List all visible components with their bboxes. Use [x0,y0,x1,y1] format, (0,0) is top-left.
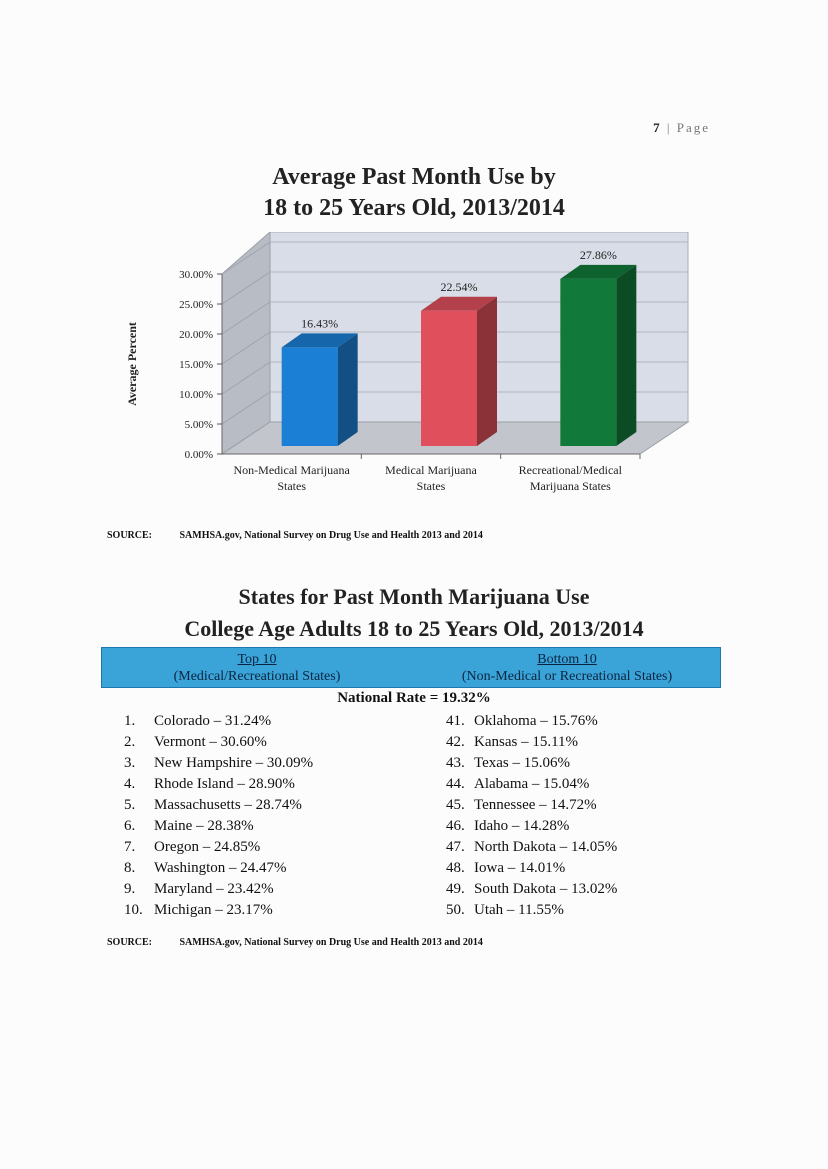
list-item-rank: 5. [124,797,136,813]
y-axis-label: Average Percent [125,322,139,406]
list-item [446,795,617,816]
national-rate: National Rate = 19.32% [337,690,491,706]
top-10-header [102,651,412,685]
chart-source [107,530,483,541]
bar [421,311,477,446]
list-item [446,837,617,858]
bar-data-label: 27.86% [579,247,617,262]
list-item-text: Rhode Island – 28.90% [154,776,295,792]
list-item [124,774,313,795]
list-item [446,753,617,774]
list-item-text: New Hampshire – 30.09% [154,755,314,771]
list-item [124,753,313,774]
list-item [124,795,313,816]
bottom-10-subheading: (Non-Medical or Recreational States) [461,669,673,684]
list-item-text: South Dakota – 13.02% [474,881,618,897]
bar [560,279,616,446]
list-item [124,837,313,858]
bottom-10-heading: Bottom 10 [537,652,597,667]
table-title-line-1: States for Past Month Marijuana Use [238,584,590,609]
list-item-rank: 48. [446,860,465,876]
list-item-rank: 46. [446,818,465,834]
list-item-rank: 50. [446,902,465,918]
list-item-text: Maine – 28.38% [154,818,254,834]
list-item-text: Iowa – 14.01% [474,860,566,876]
list-item-rank: 2. [124,734,136,750]
bar-side [338,333,358,446]
table-source-text: SAMHSA.gov, National Survey on Drug Use and Health 2013 and 2014 [179,937,483,948]
chart-source-label: SOURCE: [107,530,153,541]
y-tick-label: 15.00% [179,359,213,371]
list-item-text: Maryland – 23.42% [154,881,274,897]
list-item [446,732,617,753]
list-item-rank: 49. [446,881,465,897]
list-item-rank: 42. [446,734,465,750]
list-item-rank: 44. [446,776,465,792]
list-item-rank: 3. [124,755,136,771]
list-item [446,858,617,879]
y-tick-label: 0.00% [184,449,213,461]
y-tick-label: 10.00% [179,389,213,401]
list-item [446,879,617,900]
list-item [124,711,313,732]
top-10-heading: Top 10 [237,652,277,667]
list-item-rank: 9. [124,881,136,897]
chart-source-text: SAMHSA.gov, National Survey on Drug Use and Health 2013 and 2014 [179,530,483,541]
bar-chart [100,232,720,507]
page-number-value: 7 [653,120,662,135]
list-item-text: Idaho – 14.28% [474,818,570,834]
list-item-text: Kansas – 15.11% [474,734,579,750]
list-item-text: Oklahoma – 15.76% [474,713,598,729]
y-tick-label: 30.00% [179,269,213,281]
list-item [124,816,313,837]
list-item-rank: 45. [446,797,465,813]
x-tick-label: Medical Marijuana [385,463,477,477]
list-item [124,879,313,900]
x-tick-label: States [277,479,307,493]
list-item-rank: 41. [446,713,465,729]
list-item [446,774,617,795]
list-item-rank: 4. [124,776,136,792]
x-tick-label: Marijuana States [529,479,611,493]
list-item-text: Tennessee – 14.72% [474,797,597,813]
list-item-rank: 1. [124,713,136,729]
list-item-text: Massachusetts – 28.74% [154,797,302,813]
chart-title-line-2: 18 to 25 Years Old, 2013/2014 [263,195,565,221]
table-source-label: SOURCE: [107,937,153,948]
list-item [446,816,617,837]
y-tick-label: 20.00% [179,329,213,341]
bar-side [616,265,636,446]
list-item-rank: 7. [124,839,136,855]
table-header [101,647,721,688]
list-item-text: Vermont – 30.60% [154,734,267,750]
bar-side [477,297,497,446]
list-item-text: Texas – 15.06% [474,755,571,771]
list-item-rank: 10. [124,902,143,918]
table-title-line-2: College Age Adults 18 to 25 Years Old, 2013/2014 [184,616,644,641]
x-tick-label: Non-Medical Marijuana [233,463,350,477]
list-item-text: Colorado – 31.24% [154,713,272,729]
bar-data-label: 22.54% [440,279,478,294]
list-item-text: Washington – 24.47% [154,860,287,876]
list-item-text: Utah – 11.55% [474,902,564,918]
top-10-subheading: (Medical/Recreational States) [173,669,341,684]
page-number-label: Page [676,120,710,135]
page-number-separator: | [666,120,672,135]
bar [282,347,338,446]
list-item [124,732,313,753]
bottom-10-list [446,711,617,921]
y-tick-label: 5.00% [184,419,213,431]
page-number [653,120,710,136]
bottom-10-header [412,651,722,685]
table-source [107,937,483,948]
list-item [446,711,617,732]
y-tick-label: 25.00% [179,299,213,311]
chart-title-line-1: Average Past Month Use by [272,164,556,190]
x-tick-label: States [416,479,446,493]
list-item-rank: 6. [124,818,136,834]
list-item [124,900,313,921]
list-item-rank: 47. [446,839,465,855]
list-item-rank: 43. [446,755,465,771]
list-item-text: Michigan – 23.17% [154,902,273,918]
list-item-text: Oregon – 24.85% [154,839,261,855]
top-10-list [124,711,313,921]
list-item-text: North Dakota – 14.05% [474,839,618,855]
chart-side-wall [222,232,270,454]
x-tick-label: Recreational/Medical [518,463,622,477]
list-item-text: Alabama – 15.04% [474,776,590,792]
list-item-rank: 8. [124,860,136,876]
list-item [124,858,313,879]
list-item [446,900,617,921]
bar-data-label: 16.43% [301,316,339,331]
